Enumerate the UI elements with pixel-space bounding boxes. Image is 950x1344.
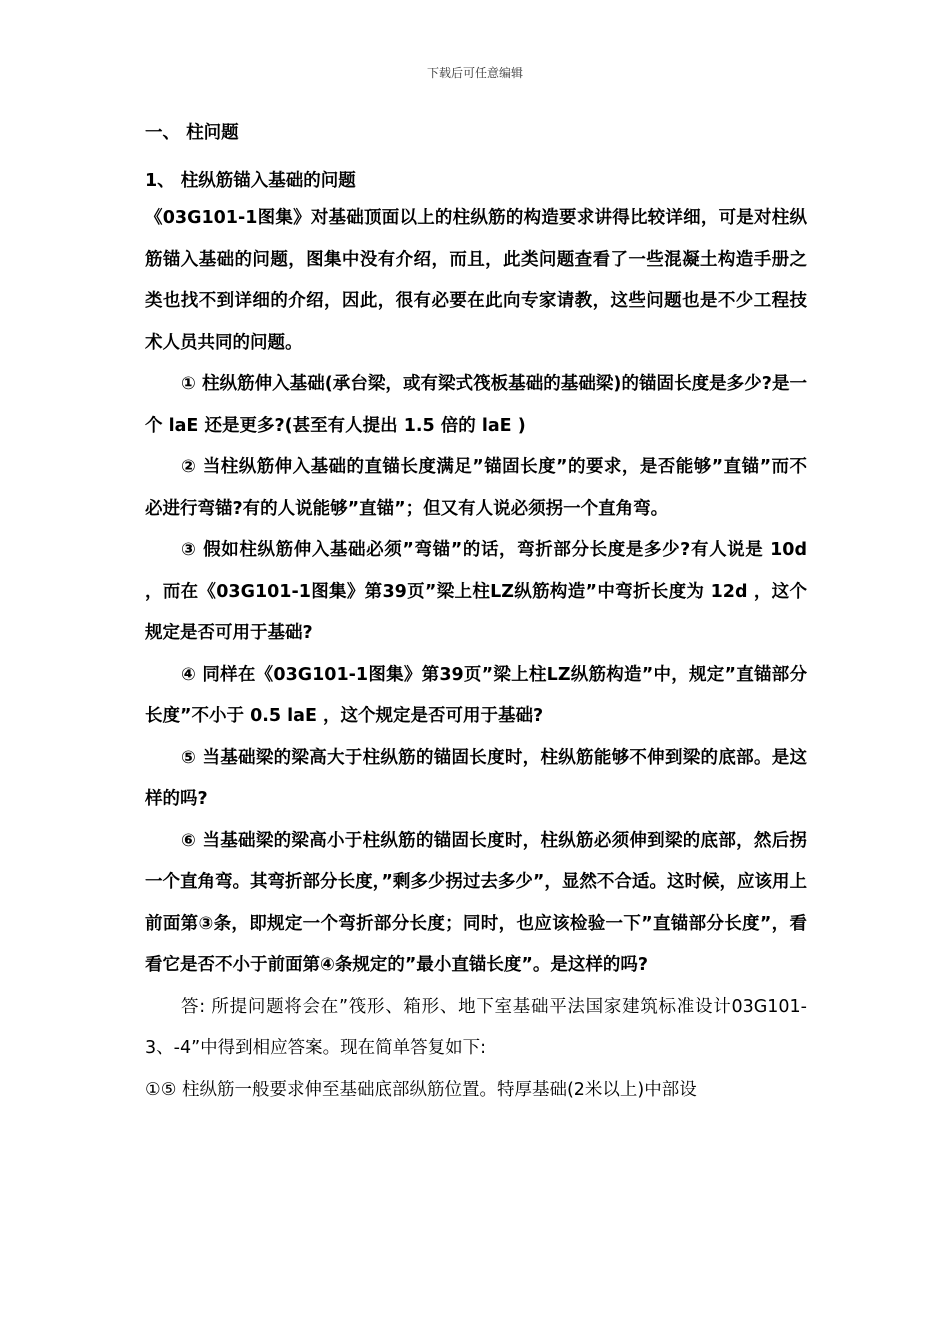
question-3: ③ 假如柱纵筋伸入基础必须”弯锚”的话，弯折部分长度是多少?有人说是 10d ，而在《03G101-1图集》第39页”梁上柱LZ纵筋构造”中弯折长度为 12d ，这个规定是否可用于基础? <box>145 540 807 643</box>
intro-paragraph: 《03G101-1图集》对基础顶面以上的柱纵筋的构造要求讲得比较详细，可是对柱纵筋锚入基础的问题，图集中没有介绍，而且，此类问题查看了一些混凝土构造手册之类也找不到详细的介绍，因此，很有必要在此向专家请教，这些问题也是不少工程技术人员共同的问题。 <box>145 208 807 353</box>
question-4: ④ 同样在《03G101-1图集》第39页”梁上柱LZ纵筋构造”中，规定”直锚部分长度”不小于 0.5 laE ，这个规定是否可用于基础? <box>145 664 807 726</box>
answer-intro: 答: 所提问题将会在”筏形、箱形、地下室基础平法国家建筑标准设计03G101-3、-4”中得到相应答案。现在简单答复如下: <box>145 996 807 1058</box>
page-header: 下载后可任意编辑 <box>426 66 523 80</box>
answer-1-5: ①⑤ 柱纵筋一般要求伸至基础底部纵筋位置。特厚基础(2米以上)中部设 <box>145 1079 697 1100</box>
section-heading: 一、 柱问题 <box>145 123 239 143</box>
question-1: ① 柱纵筋伸入基础(承台梁，或有梁式筏板基础的基础梁)的锚固长度是多少?是一个 laE 还是更多?(甚至有人提出 1.5 倍的 laE ) <box>145 374 807 436</box>
question-2: ② 当柱纵筋伸入基础的直锚长度满足”锚固长度”的要求，是否能够”直锚”而不必进行弯锚?有的人说能够”直锚”；但又有人说必须拐一个直角弯。 <box>145 457 807 519</box>
question-6: ⑥ 当基础梁的梁高小于柱纵筋的锚固长度时，柱纵筋必须伸到梁的底部，然后拐一个直角弯。其弯折部分长度，”剩多少拐过去多少”，显然不合适。这时候，应该用上前面第③条，即规定一个弯折部分长度；同时，也应该检验一下”直锚部分长度”，看看它是否不小于前面第④条规定的”最小直锚长度”。是这样的吗? <box>145 830 807 975</box>
subsection-heading: 1、 柱纵筋锚入基础的问题 <box>145 171 356 191</box>
question-5: ⑤ 当基础梁的梁高大于柱纵筋的锚固长度时，柱纵筋能够不伸到梁的底部。是这样的吗? <box>145 747 807 809</box>
document-body <box>145 118 807 1111</box>
